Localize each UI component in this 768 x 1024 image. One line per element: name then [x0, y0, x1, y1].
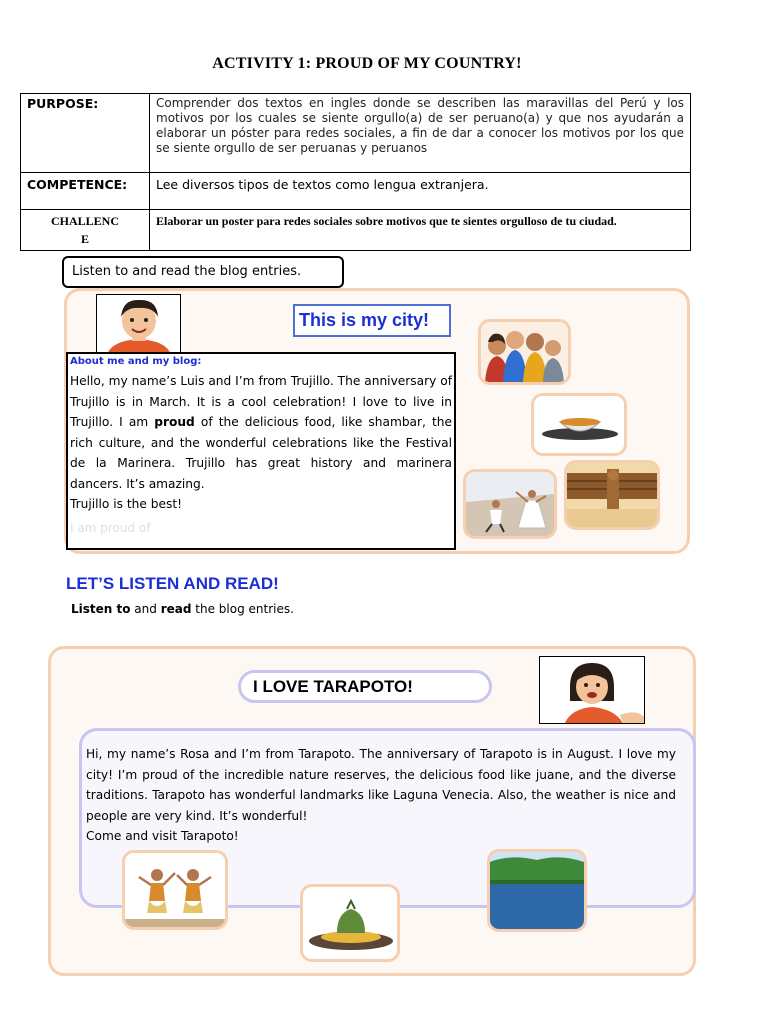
sub-listen: Listen to	[71, 602, 131, 616]
luis-blog-textbox	[66, 352, 456, 550]
rosa-text-1: Hi, my name’s Rosa and I’m from Tarapoto. The anniversary of Tarapoto is in August. I love my city! I’m proud of the incredible nature reserves, the delicious food like juane, and the diverse traditions. Tarapoto has wonderful landmarks like Laguna Venecia. Also, the weather is nice and people are very kind. It’s wonderful!	[86, 747, 676, 823]
luis-text-bold: proud	[154, 415, 195, 429]
ghost-text: I am proud of	[70, 520, 151, 535]
marinera-dancers-icon	[466, 472, 554, 536]
thumb-food	[531, 393, 627, 456]
thumb-chan-chan	[564, 460, 660, 530]
boy-illustration-icon	[97, 295, 181, 354]
instruction-pill: Listen to and read the blog entries.	[62, 256, 344, 288]
luis-paragraph	[70, 371, 452, 494]
sub-read: read	[160, 602, 192, 616]
rosa-closing: Come and visit Tarapoto!	[86, 829, 239, 843]
section-heading: LET’S LISTEN AND READ!	[66, 574, 279, 593]
rosa-paragraph	[86, 744, 676, 847]
competence-label: COMPETENCE:	[21, 173, 150, 210]
shambar-bowl-icon	[534, 396, 624, 453]
sub-rest: the blog entries.	[191, 602, 294, 616]
luis-text-1: Hello, my name’s Luis and I’m from Trujillo. The anniversary of Trujillo is in March. It is a cool celebration! I love to live in Trujillo. I am	[70, 374, 452, 429]
activity-info-table	[20, 93, 691, 251]
purpose-label: PURPOSE:	[21, 94, 150, 173]
juane-dish-icon	[303, 887, 397, 959]
purpose-text: Comprender dos textos en ingles donde se describen las maravillas del Perú y los motivos por los cuales se siente orgullo(a) de ser peruano(a) y que nos ayudarán a elaborar un póster para redes sociales, a fin de dar a conocer los motivos por los que se siente orgullo de ser peruanas y peruanos	[150, 94, 691, 173]
rosa-blog-title: I LOVE TARAPOTO!	[238, 670, 492, 703]
thumb-marinera	[463, 469, 557, 539]
page-title: ACTIVITY 1: PROUD OF MY COUNTRY!	[212, 55, 522, 72]
traditional-dancers-icon	[125, 853, 225, 927]
thumb-laguna	[487, 849, 587, 932]
laguna-venecia-icon	[490, 852, 584, 929]
chan-chan-ruins-icon	[567, 463, 657, 527]
thumb-juane	[300, 884, 400, 962]
challenge-text: Elaborar un poster para redes sociales sobre motivos que te sientes orgulloso de tu ciudad.	[150, 210, 691, 251]
luis-text-2: of the delicious food, like shambar, the rich culture, and the wonderful celebrations like the Festival de la Marinera. Trujillo has great history and marinera dancers. It’s amazing.	[70, 415, 453, 491]
challenge-label	[21, 210, 150, 251]
luis-blog-title: This is my city!	[293, 304, 451, 337]
challenge-label-line1: CHALLENC	[50, 214, 119, 228]
challenge-label-line2: E	[80, 232, 89, 246]
thumb-dancers	[122, 850, 228, 930]
thumb-people	[478, 319, 571, 385]
section-subtitle	[71, 602, 294, 616]
luis-avatar	[96, 294, 181, 354]
competence-text: Lee diversos tipos de textos como lengua extranjera.	[150, 173, 691, 210]
girl-illustration-icon	[540, 657, 645, 724]
about-heading: About me and my blog:	[70, 356, 202, 367]
rosa-avatar	[539, 656, 645, 724]
luis-closing: Trujillo is the best!	[70, 497, 182, 511]
people-group-icon	[481, 322, 568, 382]
sub-and: and	[130, 602, 161, 616]
